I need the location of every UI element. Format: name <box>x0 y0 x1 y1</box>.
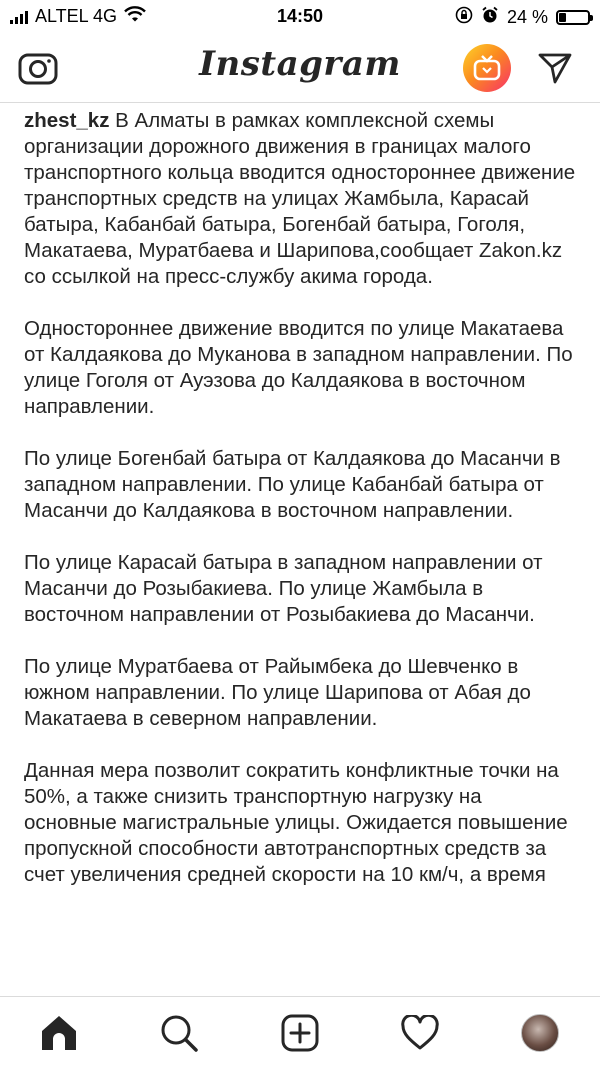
igtv-icon[interactable] <box>463 44 511 92</box>
direct-message-icon[interactable] <box>535 48 575 88</box>
status-bar <box>0 0 600 34</box>
rotation-lock-icon <box>455 6 473 29</box>
caption-paragraph: По улице Муратбаева от Райымбека до Шевченко в южном направлении. По улице Шарипова от Абая до Макатаева в северном направлении. <box>24 655 531 730</box>
post-username[interactable]: zhest_kz <box>24 109 110 132</box>
instagram-logo: Instagram <box>199 44 401 84</box>
caption-paragraph: Одностороннее движение вводится по улице Макатаева от Калдаякова до Муканова в западном направлении. По улице Гоголя от Ауэзова до Калдаякова в восточном направлении. <box>24 317 573 418</box>
new-post-icon[interactable] <box>278 1011 322 1055</box>
top-header <box>0 34 600 103</box>
battery-icon <box>556 10 590 25</box>
battery-percent: 24 % <box>506 7 548 27</box>
bottom-nav <box>0 996 600 1067</box>
carrier-label: ALTEL 4G <box>35 6 118 26</box>
home-icon[interactable] <box>37 1011 81 1055</box>
status-right <box>455 6 590 29</box>
caption-paragraph: Данная мера позволит сократить конфликтные точки на 50%, а также снизить транспортную нагрузку на основные магистральные улицы. Ожидается повышение пропускной способности автотранспортных средств за счет увеличения средней скорости на 10 км/ч, а время <box>24 759 568 886</box>
activity-heart-icon[interactable] <box>398 1011 442 1055</box>
caption-paragraph <box>24 108 576 290</box>
alarm-icon <box>481 6 499 29</box>
caption-paragraph: По улице Богенбай батыра от Калдаякова до Масанчи в западном направлении. По улице Кабанбай батыра от Масанчи до Калдаякова в восточном направлении. <box>24 447 561 522</box>
profile-avatar[interactable] <box>518 1011 562 1055</box>
caption-paragraph: По улице Карасай батыра в западном направлении от Масанчи до Розыбакиева. По улице Жамбыла в восточном направлении от Розыбакиева до Масанчи. <box>24 551 543 626</box>
post-caption <box>24 108 576 994</box>
search-icon[interactable] <box>157 1011 201 1055</box>
clock: 14:50 <box>276 6 324 26</box>
caption-text: В Алматы в рамках комплексной схемы организации дорожного движения в границах малого транспортного кольца вводится одностороннее движение транспортных средств на улицах Жамбыла, Карасай батыра, Кабанбай батыра, Богенбай батыра, Гоголя, Макатаева, Муратбаева и Шарипова,сообщает Zakon.kz со ссылкой на пресс-службу акима города. <box>24 109 576 288</box>
avatar <box>521 1014 559 1052</box>
